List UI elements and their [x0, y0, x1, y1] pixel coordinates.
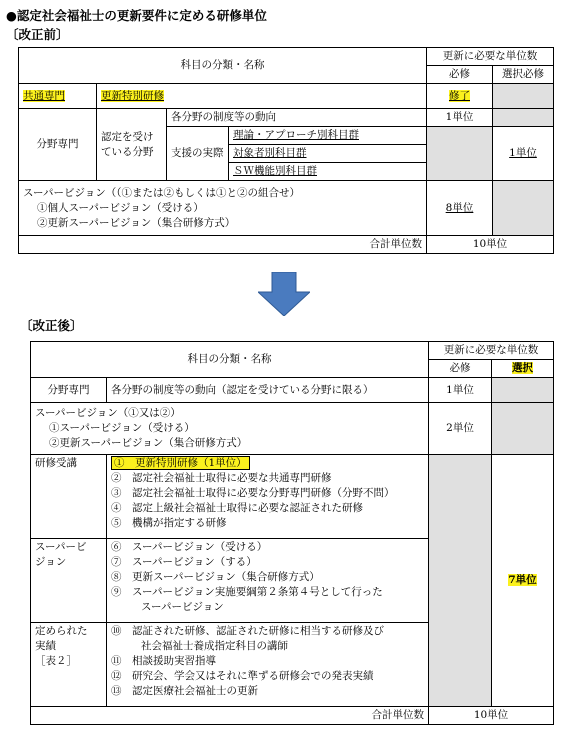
before-header-required: 必修 — [427, 66, 493, 84]
down-arrow-icon — [258, 272, 310, 316]
before-gray-cell — [493, 84, 554, 109]
before-common-category: 共通専門 — [23, 89, 65, 102]
before-total-label: 合計単位数 — [19, 236, 427, 254]
list-item: ② 認定社会福祉士取得に必要な共通専門研修 — [111, 472, 332, 484]
after-header-subject: 科目の分類・名称 — [31, 342, 429, 378]
after-supervision-label: スーパービ ジョン — [31, 539, 107, 623]
after-header-elective-cell — [492, 360, 554, 378]
after-total-label: 合計単位数 — [31, 707, 429, 725]
after-gray-cell — [429, 455, 492, 707]
before-common-name: 更新特別研修 — [101, 89, 164, 102]
list-item: ⑩ 認証された研修、認証された研修に相当する研修及び — [111, 625, 384, 637]
before-field-trend: 各分野の制度等の動向 — [167, 109, 427, 127]
list-item: ① 更新特別研修（1単位） — [111, 456, 424, 471]
before-sv-value: 8単位 — [427, 181, 493, 236]
list-item: ⑧ 更新スーパービジョン（集合研修方式） — [111, 571, 320, 583]
after-achievements-label: 定められた 実績 ［表２］ — [31, 623, 107, 707]
before-support-item: 理論・アプローチ別科目群 — [229, 127, 427, 145]
after-sv-item: ①スーパービジョン（受ける） — [49, 422, 195, 434]
before-common-value: 修了 — [449, 89, 470, 102]
list-item: ⑦ スーパービジョン（する） — [111, 556, 257, 568]
list-item-continuation: 社会福祉士養成指定科目の講師 — [141, 640, 288, 652]
list-item: ③ 認定社会福祉士取得に必要な分野専門研修（分野不問） — [111, 487, 395, 499]
before-sv-cell — [19, 181, 427, 236]
before-field-trend-value: 1単位 — [427, 109, 493, 127]
after-sv-value: 2単位 — [429, 403, 492, 455]
after-training-label: 研修受講 — [31, 455, 107, 539]
before-support-value: 1単位 — [493, 127, 554, 181]
after-header-elective: 選択 — [512, 362, 533, 374]
before-table — [18, 47, 554, 254]
after-sv-item: ②更新スーパービジョン（集合研修方式） — [49, 437, 248, 449]
list-item: ⑨ スーパービジョン実施要綱第２条第４号として行った — [111, 586, 383, 598]
after-elective-value: 7単位 — [508, 574, 537, 586]
before-common-name-cell — [97, 84, 427, 109]
after-training-list — [107, 455, 429, 539]
after-elective-value-cell — [492, 455, 554, 707]
before-common-value-cell — [427, 84, 493, 109]
before-sv-item: ①個人スーパービジョン（受ける） — [37, 201, 204, 214]
before-gray-cell — [493, 181, 554, 236]
before-support-item: 対象者別科目群 — [229, 145, 427, 163]
after-sv-title: スーパービジョン（①又は②） — [35, 407, 181, 419]
before-support-label: 支援の実際 — [167, 127, 229, 181]
after-achievements-list — [107, 623, 429, 707]
list-item: ⑬ 認定医療社会福祉士の更新 — [111, 685, 258, 697]
before-field-category: 分野専門 — [19, 109, 97, 181]
after-header-required: 必修 — [429, 360, 492, 378]
list-item: ④ 認定上級社会福祉士取得に必要な認証された研修 — [111, 502, 363, 514]
before-total-value: 10単位 — [427, 236, 554, 254]
page-title: ●認定社会福祉士の更新要件に定める研修単位 — [6, 8, 267, 23]
after-sv-cell — [31, 403, 429, 455]
after-header-units: 更新に必要な単位数 — [429, 342, 554, 360]
before-common-category-cell — [19, 84, 97, 109]
list-item: ⑫ 研究会、学会又はそれに準ずる研修会での発表実績 — [111, 670, 374, 682]
before-support-item: ＳＷ機能別科目群 — [229, 163, 427, 181]
before-field-sub: 認定を受けている分野 — [97, 109, 167, 181]
after-supervision-list — [107, 539, 429, 623]
after-total-value: 10単位 — [429, 707, 554, 725]
after-field-trend: 各分野の制度等の動向（認定を受けている分野に限る） — [107, 378, 429, 403]
after-label: 〔改正後〕 — [20, 318, 83, 333]
after-gray-cell — [492, 378, 554, 403]
before-header-elective: 選択必修 — [493, 66, 554, 84]
after-field-value: 1単位 — [429, 378, 492, 403]
before-header-units: 更新に必要な単位数 — [427, 48, 554, 66]
list-item: ⑤ 機構が指定する研修 — [111, 517, 227, 529]
before-gray-cell — [493, 109, 554, 127]
before-sv-title: スーパービジョン（（①または②もしくは①と②の組合せ） — [23, 186, 300, 199]
list-item: ⑥ スーパービジョン（受ける） — [111, 541, 268, 553]
before-gray-cell — [427, 127, 493, 181]
after-gray-cell — [492, 403, 554, 455]
before-sv-item: ②更新スーパービジョン（集合研修方式） — [37, 216, 236, 229]
before-header-subject: 科目の分類・名称 — [19, 48, 427, 84]
after-table — [30, 341, 554, 725]
before-label: 〔改正前〕 — [6, 27, 69, 42]
list-item: ⑪ 相談援助実習指導 — [111, 655, 216, 667]
list-item-continuation: スーパービジョン — [141, 601, 224, 613]
after-field-category: 分野専門 — [31, 378, 107, 403]
